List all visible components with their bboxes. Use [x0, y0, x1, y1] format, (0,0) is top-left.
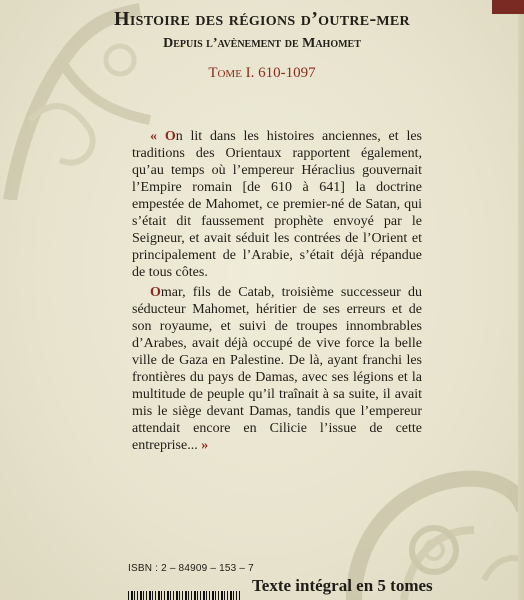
edition-tagline: Texte intégral en 5 tomes: [252, 576, 433, 595]
paragraph-1-text: n lit dans les histoires anciennes, et les traditions des Orientaux rapportent également, qu’au temps où l’empereur Héraclius gouvernait l’Empire romain [de 610 à 641] la doctrine empestée de Mahomet, ce premier-né de Satan, qui s’était dit faussement prophète envoyé par le Seigneur, et avait séduit les contrées de l’Orient et principalement de l’Arabie, s’était déjà répandue de tous côtes.: [132, 129, 422, 280]
cover-edge: [518, 14, 524, 600]
paragraph-2-text: mar, fils de Catab, troisième successeur du séducteur Mahomet, héritier de ses erreurs et de son royaume, et suivi de troupes innombrables d’Arabes, avait déjà occupé de vive force la belle ville de Gaza en Palestine. De là, ayant franchi les frontières du pays de Damas, avec ses légions et la multitude de peuple qu’il traînait à sa suite, il avait mis le siège devant Damas, tandis que l’empereur attendait encore en Cilicie l’issue de cette entreprise...: [132, 285, 422, 453]
dropcap-letter: O: [164, 129, 176, 144]
volume-label: Tome I. 610-1097: [208, 65, 316, 81]
excerpt-paragraph-2: [132, 284, 422, 454]
decorative-scroll-ornament: [334, 430, 524, 600]
book-subtitle: Depuis l’avènement de Mahomet: [163, 36, 361, 51]
isbn-number: ISBN : 2 – 84909 – 153 – 7: [128, 563, 254, 574]
excerpt-text: [132, 128, 422, 454]
book-title: Histoire des régions d’outre-mer: [114, 8, 410, 30]
barcode: [128, 591, 240, 600]
opening-quote: «: [150, 129, 165, 144]
closing-quote: »: [197, 438, 209, 453]
excerpt-paragraph-1: [132, 128, 422, 281]
dropcap-letter: O: [150, 285, 161, 300]
